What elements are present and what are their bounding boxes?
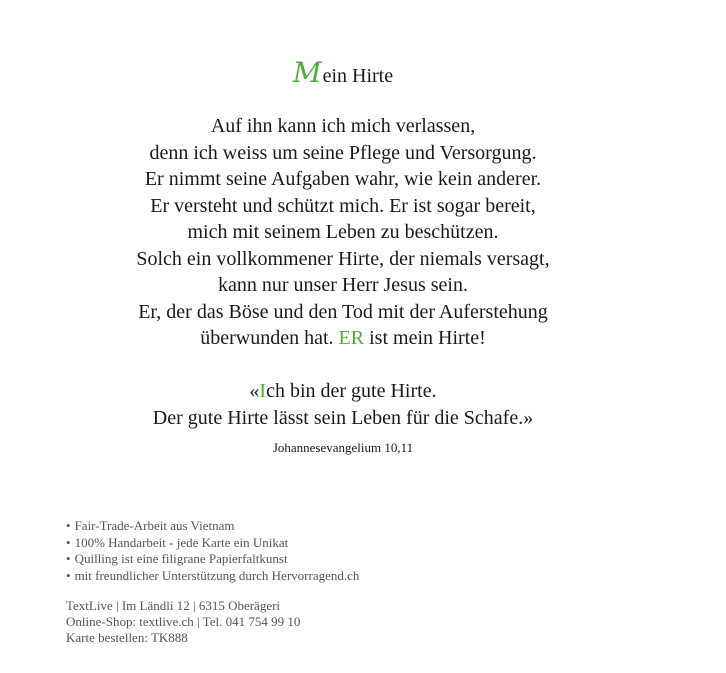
verse-highlight-er: ER xyxy=(338,327,365,349)
verse-line: Auf ihn kann ich mich verlassen, xyxy=(210,115,476,137)
quote-line-2: Der gute Hirte lässt sein Leben für die Schafe.» xyxy=(152,407,534,429)
list-item xyxy=(66,535,359,552)
contact-info xyxy=(66,598,300,646)
list-item xyxy=(66,568,359,585)
bullet-icon: • xyxy=(66,567,71,583)
list-item-text: 100% Handarbeit - jede Karte ein Unikat xyxy=(74,534,289,550)
verse-last-line-start: überwunden hat. xyxy=(200,327,339,349)
card-title xyxy=(0,58,686,91)
list-item-text: Quilling ist eine filigrane Papierfaltkunst xyxy=(74,551,288,566)
quote-line-1-rest: ch bin der gute Hirte. xyxy=(266,380,437,402)
verse-last-line xyxy=(0,325,686,352)
verse-line: Solch ein vollkommener Hirte, der niemals versagt, xyxy=(136,247,550,270)
verse-line: Er nimmt seine Aufgaben wahr, wie kein anderer. xyxy=(144,168,542,190)
verse-text xyxy=(0,113,686,352)
quote-reference xyxy=(0,439,686,457)
verse-line: denn ich weiss um seine Pflege und Versorgung. xyxy=(149,141,537,164)
title-initial: M xyxy=(292,56,322,89)
contact-order: Karte bestellen: TK888 xyxy=(66,630,188,645)
bible-quote xyxy=(0,378,686,432)
bullet-icon: • xyxy=(66,551,71,566)
list-item-text: Fair-Trade-Arbeit aus Vietnam xyxy=(74,518,235,533)
list-item xyxy=(66,551,359,568)
verse-last-line-end: ist mein Hirte! xyxy=(364,327,486,349)
bullet-icon: • xyxy=(66,518,71,533)
title-rest: ein Hirte xyxy=(322,65,394,87)
quote-open-mark: « xyxy=(249,380,260,402)
feature-list xyxy=(66,518,359,584)
verse-line: kann nur unser Herr Jesus sein. xyxy=(218,274,468,296)
quote-reference-text: Johannesevangelium 10,11 xyxy=(272,440,414,455)
quote-line-1 xyxy=(0,378,686,405)
verse-line: mich mit seinem Leben zu beschützen. xyxy=(187,221,499,243)
verse-line: Er versteht und schützt mich. Er ist sogar bereit, xyxy=(150,194,536,217)
list-item-text: mit freundlicher Unterstützung durch Hervorragend.ch xyxy=(74,567,360,583)
bullet-icon: • xyxy=(66,534,71,550)
contact-address: TextLive | Im Ländli 12 | 6315 Oberägeri xyxy=(66,598,281,613)
contact-shop: Online-Shop: textlive.ch | Tel. 041 754 99 10 xyxy=(66,614,301,629)
quote-initial: I xyxy=(259,380,267,402)
verse-line: Er, der das Böse und den Tod mit der Auferstehung xyxy=(138,300,548,323)
list-item xyxy=(66,518,359,535)
